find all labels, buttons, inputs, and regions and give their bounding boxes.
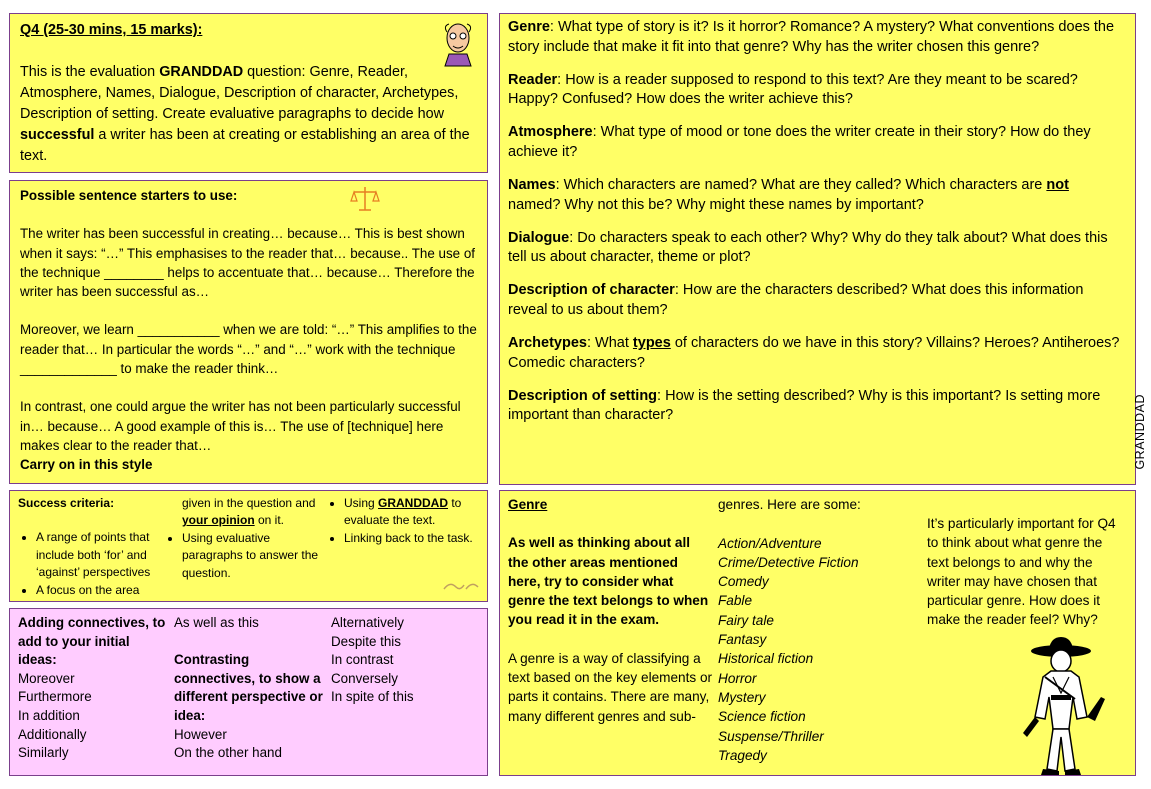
aspect-text: : What [586, 335, 633, 352]
genre-definition: A genre is a way of classifying a text based on the key elements or parts it contains. There are many, many different genres and sub- [508, 650, 713, 724]
connective-item: Similarly [18, 745, 69, 761]
success-item: • A focus on the area [36, 582, 178, 599]
genre-heading: Genre [508, 497, 548, 512]
genre-list-item: Mystery [718, 689, 766, 705]
success-item: • Using evaluative paragraphs to answer the question. [182, 530, 330, 582]
success-item [344, 495, 476, 530]
connective-item: As well as this [174, 615, 259, 630]
genre-list-item: Action/Adventure [718, 535, 822, 551]
granddad-link: GRANDDAD [378, 496, 449, 510]
genre-list-item: Fable [718, 593, 753, 609]
genre-list-item: Crime/Detective Fiction [718, 554, 859, 570]
connective-item: Alternatively [331, 615, 404, 630]
genre-list-item: Tragedy [718, 747, 767, 763]
aspect-label: Genre [508, 19, 550, 35]
adding-connectives-col [18, 614, 168, 763]
aspect-text: : How are the characters described? What does this information reveal to us about them? [508, 282, 1084, 319]
genre-list-intro: genres. Here are some: [718, 497, 861, 512]
starter-paragraph-2: Moreover, we learn ___________ when we are told: “…” This amplifies to the reader that… In particular the words “…” and “…” work with the technique _____________ to make the reader think… [20, 322, 477, 377]
success-criteria-box [9, 490, 488, 602]
success-b4a: Using [344, 496, 379, 510]
connectives-box [9, 608, 488, 776]
carry-on-text: Carry on in this style [20, 457, 153, 473]
contrasting-connectives-col [174, 614, 324, 763]
genre-list-item: Fairy tale [718, 612, 774, 628]
connective-item: In spite of this [331, 689, 414, 705]
scales-icon [350, 185, 380, 213]
aspect-atmosphere [508, 123, 1125, 162]
genre-list-item: Horror [718, 670, 757, 686]
success-title: Success criteria: [18, 496, 115, 510]
granddad-word: GRANDDAD [159, 64, 244, 80]
sentence-starters-box [9, 180, 488, 484]
starter-paragraph-1: The writer has been successful in creating… because… This is best shown when it says: “…” This emphasises to the reader that… because.. The use of the technique ________ helps to accentuate that… because… Therefore the writer has been successful as… [20, 226, 476, 300]
aspect-label: Description of setting [508, 387, 658, 404]
aspect-text-tail: named? Why not this be? Why might these names by important? [508, 196, 924, 213]
aspect-label: Reader [508, 71, 558, 88]
aspect-text: : What type of mood or tone does the writer create in their story? How do they achieve it? [508, 124, 1091, 160]
quill-icon [442, 579, 482, 593]
q4-rest2: a writer has been at creating or establishing an area of the text. [20, 127, 470, 164]
aspect-text: : What type of story is it? Is it horror? Romance? A mystery? What conventions does the story include that make it fit into that genre? Why has the writer chosen this genre? [508, 19, 1115, 55]
connective-item: In addition [18, 707, 80, 723]
aspect-archetypes [508, 334, 1125, 373]
starter-paragraph-3: In contrast, one could argue the writer has not been particularly successful in… because… A good example of this is… The use of [technique] here makes clear to the reader that… [20, 399, 461, 453]
aspect-text: : Which characters are named? What are they called? Which characters are [555, 177, 1047, 194]
connective-item: Moreover [18, 670, 75, 686]
adding-heading: Adding connectives, to add to your initial ideas: [18, 615, 166, 668]
aspect-genre [508, 18, 1125, 57]
success-list-3 [326, 495, 476, 547]
success-col-1 [18, 495, 178, 599]
genre-list-item: Fantasy [718, 632, 767, 648]
success-list-2 [164, 530, 330, 582]
your-opinion: your opinion [182, 513, 255, 528]
success-item: • A range of points that include both ‘for’ and ‘against’ perspectives [36, 529, 178, 581]
genre-col-1 [508, 495, 713, 726]
granddad-aspects-box [499, 13, 1147, 485]
granddad-cartoon-icon [441, 18, 475, 66]
aspect-description-of-character [508, 281, 1125, 320]
genre-col-3 [927, 514, 1127, 630]
genre-box [499, 490, 1136, 776]
aspect-label: Dialogue [508, 229, 570, 246]
success-item: • Linking back to the task. [344, 530, 476, 547]
connective-item: Additionally [18, 726, 87, 742]
aspect-text: : Do characters speak to each other? Why? Why do they talk about? What does this tell us about character, theme or plot? [508, 229, 1108, 266]
contrasting-connectives-col-2 [331, 614, 481, 707]
genre-list-item: Historical fiction [718, 651, 814, 667]
success-b4c: to evaluate the text. [344, 496, 462, 528]
granddad-vertical-label: GRANDDAD [1133, 394, 1147, 470]
q4-intro: This is the evaluation [20, 64, 160, 80]
connective-item: In contrast [331, 652, 394, 668]
aspect-label: Names [508, 177, 556, 194]
q4-intro-text [20, 62, 477, 167]
aspect-label: Description of character [508, 282, 675, 299]
q4-instructions-box [9, 13, 488, 173]
genre-bold-text: As well as thinking about all the other areas mentioned here, try to consider what genre the text belongs to when you read it in the exam. [508, 535, 709, 628]
aspect-text: : How is the setting described? Why is this important? Is setting more important than character? [508, 387, 1101, 424]
aspect-reader [508, 71, 1125, 110]
connective-item: On the other hand [174, 745, 282, 761]
cowboy-illustration [1015, 637, 1109, 775]
success-list-1 [18, 529, 178, 599]
q4-title: Q4 (25-30 mins, 15 marks): [20, 22, 203, 38]
aspect-text-tail: of characters do we have in this story? Villains? Heroes? Antiheroes? Comedic characters? [508, 335, 1120, 371]
aspect-text: : How is a reader supposed to respond to this text? Are they meant to be scared? Happy? Confused? How does the writer achieve this? [508, 71, 1078, 108]
aspect-description-of-setting [508, 387, 1125, 426]
genre-list-item: Science fiction [718, 709, 806, 725]
success-item-2: given in the question and your opinion on it. [182, 496, 316, 528]
types-word: types [632, 335, 671, 352]
success-col-3 [326, 495, 476, 547]
aspect-label: Archetypes [508, 335, 587, 352]
genre-list-item: Suspense/Thriller [718, 728, 824, 744]
connective-item: Despite this [331, 633, 401, 649]
aspect-dialogue [508, 229, 1125, 268]
aspect-names [508, 176, 1125, 215]
starters-title: Possible sentence starters to use: [20, 188, 238, 203]
successful-word: successful [20, 127, 95, 143]
q4-rest1: question: Genre, Reader, Atmosphere, Names, Dialogue, Description of character, Archetypes, Description of setting. Create evaluative paragraphs to decide how [20, 64, 459, 122]
aspect-label: Atmosphere [508, 124, 593, 141]
genre-col-2 [718, 495, 918, 765]
contrasting-heading: Contrasting connectives, to show a different perspective or idea: [174, 652, 323, 723]
not-word: not [1046, 177, 1069, 194]
connective-item: However [174, 726, 227, 742]
connective-item: Conversely [331, 670, 398, 686]
success-b2c: on it. [254, 513, 285, 528]
success-col-2 [182, 495, 330, 582]
connective-item: Furthermore [18, 689, 92, 705]
genre-list-item: Comedy [718, 574, 769, 590]
genre-q4-note: It’s particularly important for Q4 to think about what genre the text belongs to and why the writer may have chosen that particular genre. How does it make the reader feel? Why? [927, 516, 1116, 628]
